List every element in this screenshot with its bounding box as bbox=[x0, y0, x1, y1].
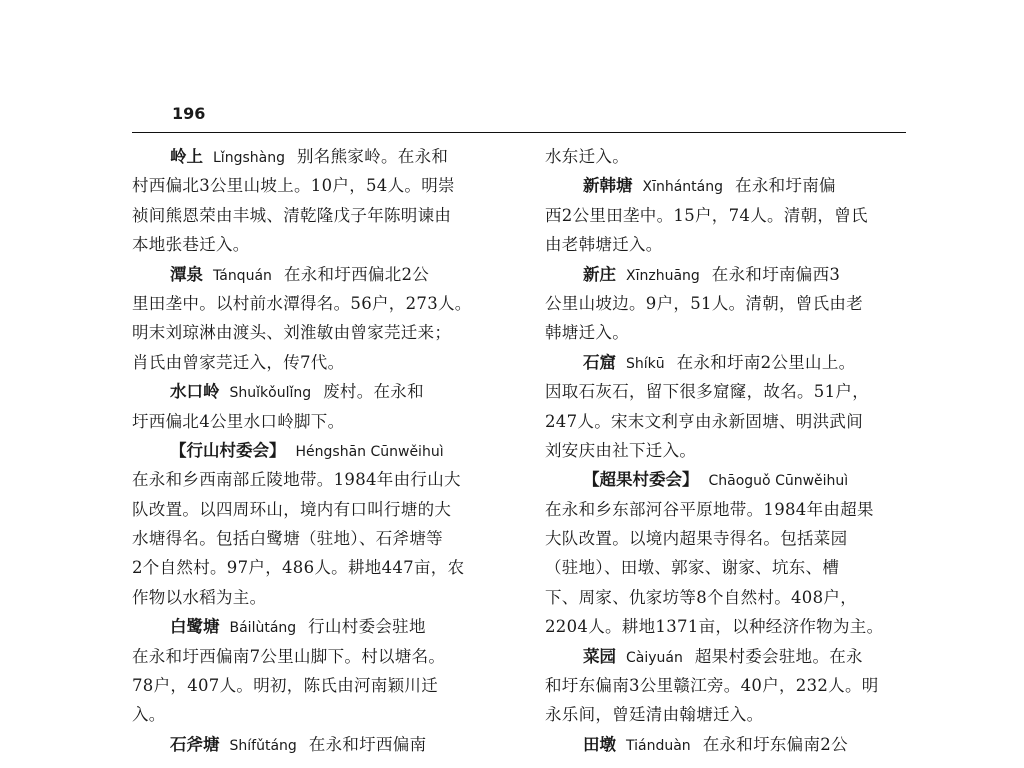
entry-text: 永乐间，曾廷清由翰塘迁入。 bbox=[545, 705, 764, 725]
entry-text: 作物以水稻为主。 bbox=[132, 587, 267, 607]
text-line bbox=[545, 260, 917, 289]
left-column bbox=[132, 142, 504, 759]
entry-text: 刘安庆由社下迁入。 bbox=[545, 440, 697, 460]
entry-pinyin: Chāoguǒ Cūnwěihuì bbox=[708, 473, 849, 490]
text-line bbox=[132, 730, 504, 759]
text-line bbox=[132, 671, 504, 700]
text-line bbox=[132, 407, 504, 436]
entry-text: 祯间熊恩荣由丰城、清乾隆戊子年陈明谏由 bbox=[132, 205, 452, 225]
entry-text: 在永和圩西偏南 bbox=[308, 734, 427, 754]
text-line bbox=[545, 730, 917, 759]
text-line bbox=[132, 553, 504, 582]
entry-text: 明末刘琼淋由渡头、刘淮敏由曾家芫迁来； bbox=[132, 323, 452, 343]
text-line bbox=[545, 700, 917, 729]
entry-heading: 石窟 bbox=[583, 352, 616, 372]
text-line bbox=[132, 171, 504, 200]
right-column bbox=[545, 142, 917, 759]
text-line bbox=[545, 436, 917, 465]
text-line bbox=[132, 318, 504, 347]
entry-text: 在永和乡东部河谷平原地带。1984年由超果 bbox=[545, 499, 874, 519]
text-line bbox=[545, 495, 917, 524]
entry-pinyin: Xīnhántáng bbox=[642, 179, 724, 196]
entry-text: 圩西偏北4公里水口岭脚下。 bbox=[132, 411, 345, 431]
text-line bbox=[545, 230, 917, 259]
text-line bbox=[545, 642, 917, 671]
entry-pinyin: Càiyuán bbox=[626, 649, 683, 666]
entry-text: 本地张巷迁入。 bbox=[132, 235, 250, 255]
entry-text: 废村。在永和 bbox=[323, 382, 424, 402]
text-line bbox=[132, 230, 504, 259]
entry-text: 247人。宋末文利亨由永新固塘、明洪武间 bbox=[545, 411, 863, 431]
entry-text: 下、周家、仇家坊等8个自然村。408户， bbox=[545, 587, 857, 607]
text-line bbox=[132, 201, 504, 230]
text-line bbox=[545, 318, 917, 347]
entry-text: 2个自然村。97户，486人。耕地447亩，农 bbox=[132, 558, 465, 578]
entry-pinyin: Báilùtáng bbox=[229, 620, 297, 637]
text-line bbox=[132, 612, 504, 641]
entry-pinyin: Xīnzhuāng bbox=[626, 267, 700, 284]
entry-text: 在永和圩西偏北2公 bbox=[283, 264, 430, 284]
entry-text: 78户，407人。明初，陈氏由河南颖川迁 bbox=[132, 676, 438, 696]
entry-text: 因取石灰石，留下很多窟窿，故名。51户， bbox=[545, 382, 869, 402]
text-line bbox=[545, 583, 917, 612]
header-rule bbox=[132, 132, 906, 133]
entry-text: 队改置。以四周环山，境内有口叫行塘的大 bbox=[132, 499, 452, 519]
text-line bbox=[545, 377, 917, 406]
text-line bbox=[545, 289, 917, 318]
entry-text: 入。 bbox=[132, 705, 166, 725]
entry-text: 在永和圩东偏南2公 bbox=[702, 734, 848, 754]
entry-text: 在永和乡西南部丘陵地带。1984年由行山大 bbox=[132, 470, 461, 490]
entry-text: 别名熊家岭。在永和 bbox=[296, 147, 449, 166]
entry-pinyin: Shíkū bbox=[626, 355, 665, 372]
entry-heading: 菜园 bbox=[583, 646, 616, 666]
text-line bbox=[132, 348, 504, 377]
text-line bbox=[132, 436, 504, 465]
text-line bbox=[132, 583, 504, 612]
entry-text: 在永和圩南偏 bbox=[735, 176, 836, 196]
entry-text: 在永和圩南2公里山上。 bbox=[676, 352, 856, 372]
text-line bbox=[545, 171, 917, 200]
text-line bbox=[132, 495, 504, 524]
entry-heading: 潭泉 bbox=[170, 264, 203, 284]
text-line bbox=[545, 201, 917, 230]
entry-heading: 岭上 bbox=[170, 147, 203, 166]
text-line bbox=[132, 700, 504, 729]
page-number: 196 bbox=[172, 104, 206, 123]
entry-text: 和圩东偏南3公里赣江旁。40户，232人。明 bbox=[545, 676, 879, 696]
entry-pinyin: Héngshān Cūnwěihuì bbox=[295, 443, 444, 460]
entry-pinyin: Shuǐkǒulǐng bbox=[229, 385, 312, 402]
text-line bbox=[545, 407, 917, 436]
entry-text: 2204人。耕地1371亩，以种经济作物为主。 bbox=[545, 617, 884, 637]
text-line bbox=[132, 142, 504, 171]
text-line bbox=[132, 524, 504, 553]
entry-text: 大队改置。以境内超果寺得名。包括菜园 bbox=[545, 529, 848, 549]
entry-pinyin: Tiánduàn bbox=[626, 737, 691, 754]
entry-heading: 新庄 bbox=[583, 264, 616, 284]
entry-text: 由老韩塘迁入。 bbox=[545, 235, 663, 255]
text-line bbox=[545, 465, 917, 494]
entry-text: 行山村委会驻地 bbox=[308, 617, 426, 637]
entry-text: 韩塘迁入。 bbox=[545, 323, 629, 343]
text-line bbox=[132, 377, 504, 406]
entry-heading: 白鹭塘 bbox=[170, 617, 220, 637]
entry-text: 肖氏由曾家芫迁入，传7代。 bbox=[132, 352, 345, 372]
entry-heading: 新韩塘 bbox=[583, 176, 633, 196]
text-line bbox=[545, 553, 917, 582]
text-line bbox=[132, 642, 504, 671]
entry-heading: 田墩 bbox=[583, 734, 616, 754]
entry-text: 公里山坡边。9户，51人。清朝，曾氏由老 bbox=[545, 293, 863, 313]
text-line bbox=[545, 671, 917, 700]
entry-pinyin: Shífǔtáng bbox=[229, 737, 297, 754]
text-line bbox=[545, 142, 917, 171]
entry-text: 西2公里田垄中。15户，74人。清朝，曾氏 bbox=[545, 205, 868, 225]
entry-pinyin: Tánquán bbox=[213, 267, 272, 284]
text-line bbox=[545, 348, 917, 377]
entry-pinyin: Lǐngshàng bbox=[213, 150, 285, 166]
text-line bbox=[132, 260, 504, 289]
entry-text: 在永和圩南偏西3 bbox=[711, 264, 841, 284]
entry-text: 村西偏北3公里山坡上。10户，54人。明崇 bbox=[132, 176, 455, 196]
entry-text: 水东迁入。 bbox=[545, 147, 629, 166]
text-line bbox=[132, 465, 504, 494]
entry-heading: 水口岭 bbox=[170, 382, 220, 402]
entry-text: （驻地）、田墩、郭家、谢家、坑东、槽 bbox=[545, 558, 840, 578]
text-line bbox=[545, 524, 917, 553]
entry-heading: 【超果村委会】 bbox=[583, 470, 699, 490]
entry-text: 超果村委会驻地。在永 bbox=[694, 646, 863, 666]
entry-text: 在永和圩西偏南7公里山脚下。村以塘名。 bbox=[132, 646, 446, 666]
text-line bbox=[545, 612, 917, 641]
text-line bbox=[132, 289, 504, 318]
entry-text: 里田垄中。以村前水潭得名。56户，273人。 bbox=[132, 293, 472, 313]
entry-text: 水塘得名。包括白鹭塘（驻地）、石斧塘等 bbox=[132, 529, 443, 549]
entry-heading: 【行山村委会】 bbox=[170, 440, 286, 460]
entry-heading: 石斧塘 bbox=[170, 734, 220, 754]
